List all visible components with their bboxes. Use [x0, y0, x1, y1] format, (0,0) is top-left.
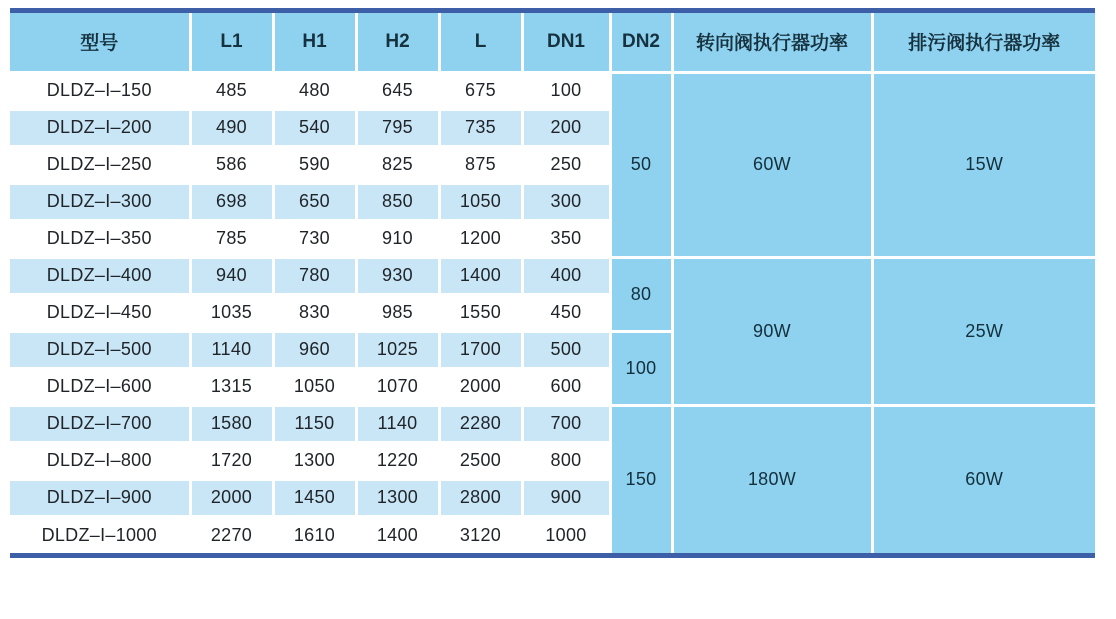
value-cell: 1200: [439, 220, 522, 257]
value-cell: 785: [190, 220, 273, 257]
dn2-group-cell: 100: [610, 331, 672, 405]
dn2-group-cell: 150: [610, 405, 672, 553]
value-cell: 1140: [356, 405, 439, 442]
model-cell: DLDZ–I–400: [10, 257, 190, 294]
value-cell: 485: [190, 72, 273, 109]
col-header-h1: H1: [273, 13, 356, 72]
value-cell: 795: [356, 109, 439, 146]
drain-power-group-cell: 25W: [872, 257, 1095, 405]
value-cell: 1035: [190, 294, 273, 331]
value-cell: 1140: [190, 331, 273, 368]
value-cell: 1025: [356, 331, 439, 368]
spec-table-container: [10, 8, 1095, 558]
value-cell: 700: [522, 405, 610, 442]
col-header-model: 型号: [10, 13, 190, 72]
value-cell: 400: [522, 257, 610, 294]
model-cell: DLDZ–I–250: [10, 146, 190, 183]
value-cell: 780: [273, 257, 356, 294]
value-cell: 2270: [190, 516, 273, 553]
value-cell: 698: [190, 183, 273, 220]
value-cell: 590: [273, 146, 356, 183]
value-cell: 1315: [190, 368, 273, 405]
model-cell: DLDZ–I–150: [10, 72, 190, 109]
value-cell: 2800: [439, 479, 522, 516]
value-cell: 730: [273, 220, 356, 257]
value-cell: 350: [522, 220, 610, 257]
value-cell: 490: [190, 109, 273, 146]
value-cell: 1400: [356, 516, 439, 553]
value-cell: 940: [190, 257, 273, 294]
value-cell: 1220: [356, 442, 439, 479]
value-cell: 735: [439, 109, 522, 146]
table-row: [10, 405, 1095, 442]
model-cell: DLDZ–I–1000: [10, 516, 190, 553]
value-cell: 1700: [439, 331, 522, 368]
model-cell: DLDZ–I–300: [10, 183, 190, 220]
model-cell: DLDZ–I–500: [10, 331, 190, 368]
value-cell: 650: [273, 183, 356, 220]
value-cell: 850: [356, 183, 439, 220]
value-cell: 1580: [190, 405, 273, 442]
col-header-l1: L1: [190, 13, 273, 72]
value-cell: 250: [522, 146, 610, 183]
model-cell: DLDZ–I–800: [10, 442, 190, 479]
value-cell: 586: [190, 146, 273, 183]
value-cell: 1550: [439, 294, 522, 331]
col-header-dn2: DN2: [610, 13, 672, 72]
table-bottom-border: [10, 553, 1095, 558]
value-cell: 1150: [273, 405, 356, 442]
model-cell: DLDZ–I–350: [10, 220, 190, 257]
steering-power-group-cell: 60W: [672, 72, 872, 257]
value-cell: 1300: [273, 442, 356, 479]
value-cell: 985: [356, 294, 439, 331]
value-cell: 1000: [522, 516, 610, 553]
value-cell: 675: [439, 72, 522, 109]
value-cell: 450: [522, 294, 610, 331]
model-cell: DLDZ–I–700: [10, 405, 190, 442]
table-row: [10, 257, 1095, 294]
value-cell: 500: [522, 331, 610, 368]
col-header-steering-power: 转向阀执行器功率: [672, 13, 872, 72]
value-cell: 2500: [439, 442, 522, 479]
value-cell: 480: [273, 72, 356, 109]
value-cell: 1450: [273, 479, 356, 516]
model-cell: DLDZ–I–600: [10, 368, 190, 405]
value-cell: 1070: [356, 368, 439, 405]
value-cell: 2280: [439, 405, 522, 442]
value-cell: 830: [273, 294, 356, 331]
model-cell: DLDZ–I–900: [10, 479, 190, 516]
valve-spec-table: [10, 13, 1095, 553]
table-row: [10, 72, 1095, 109]
value-cell: 1300: [356, 479, 439, 516]
col-header-l: L: [439, 13, 522, 72]
drain-power-group-cell: 15W: [872, 72, 1095, 257]
dn2-group-cell: 50: [610, 72, 672, 257]
value-cell: 600: [522, 368, 610, 405]
value-cell: 1400: [439, 257, 522, 294]
steering-power-group-cell: 180W: [672, 405, 872, 553]
value-cell: 200: [522, 109, 610, 146]
value-cell: 300: [522, 183, 610, 220]
value-cell: 1610: [273, 516, 356, 553]
value-cell: 900: [522, 479, 610, 516]
model-cell: DLDZ–I–200: [10, 109, 190, 146]
col-header-dn1: DN1: [522, 13, 610, 72]
value-cell: 1050: [273, 368, 356, 405]
value-cell: 2000: [190, 479, 273, 516]
value-cell: 825: [356, 146, 439, 183]
value-cell: 645: [356, 72, 439, 109]
col-header-h2: H2: [356, 13, 439, 72]
value-cell: 800: [522, 442, 610, 479]
value-cell: 540: [273, 109, 356, 146]
drain-power-group-cell: 60W: [872, 405, 1095, 553]
value-cell: 1720: [190, 442, 273, 479]
value-cell: 875: [439, 146, 522, 183]
value-cell: 1050: [439, 183, 522, 220]
value-cell: 2000: [439, 368, 522, 405]
value-cell: 930: [356, 257, 439, 294]
steering-power-group-cell: 90W: [672, 257, 872, 405]
value-cell: 960: [273, 331, 356, 368]
value-cell: 910: [356, 220, 439, 257]
model-cell: DLDZ–I–450: [10, 294, 190, 331]
col-header-drain-power: 排污阀执行器功率: [872, 13, 1095, 72]
header-row: [10, 13, 1095, 72]
value-cell: 3120: [439, 516, 522, 553]
value-cell: 100: [522, 72, 610, 109]
dn2-group-cell: 80: [610, 257, 672, 331]
